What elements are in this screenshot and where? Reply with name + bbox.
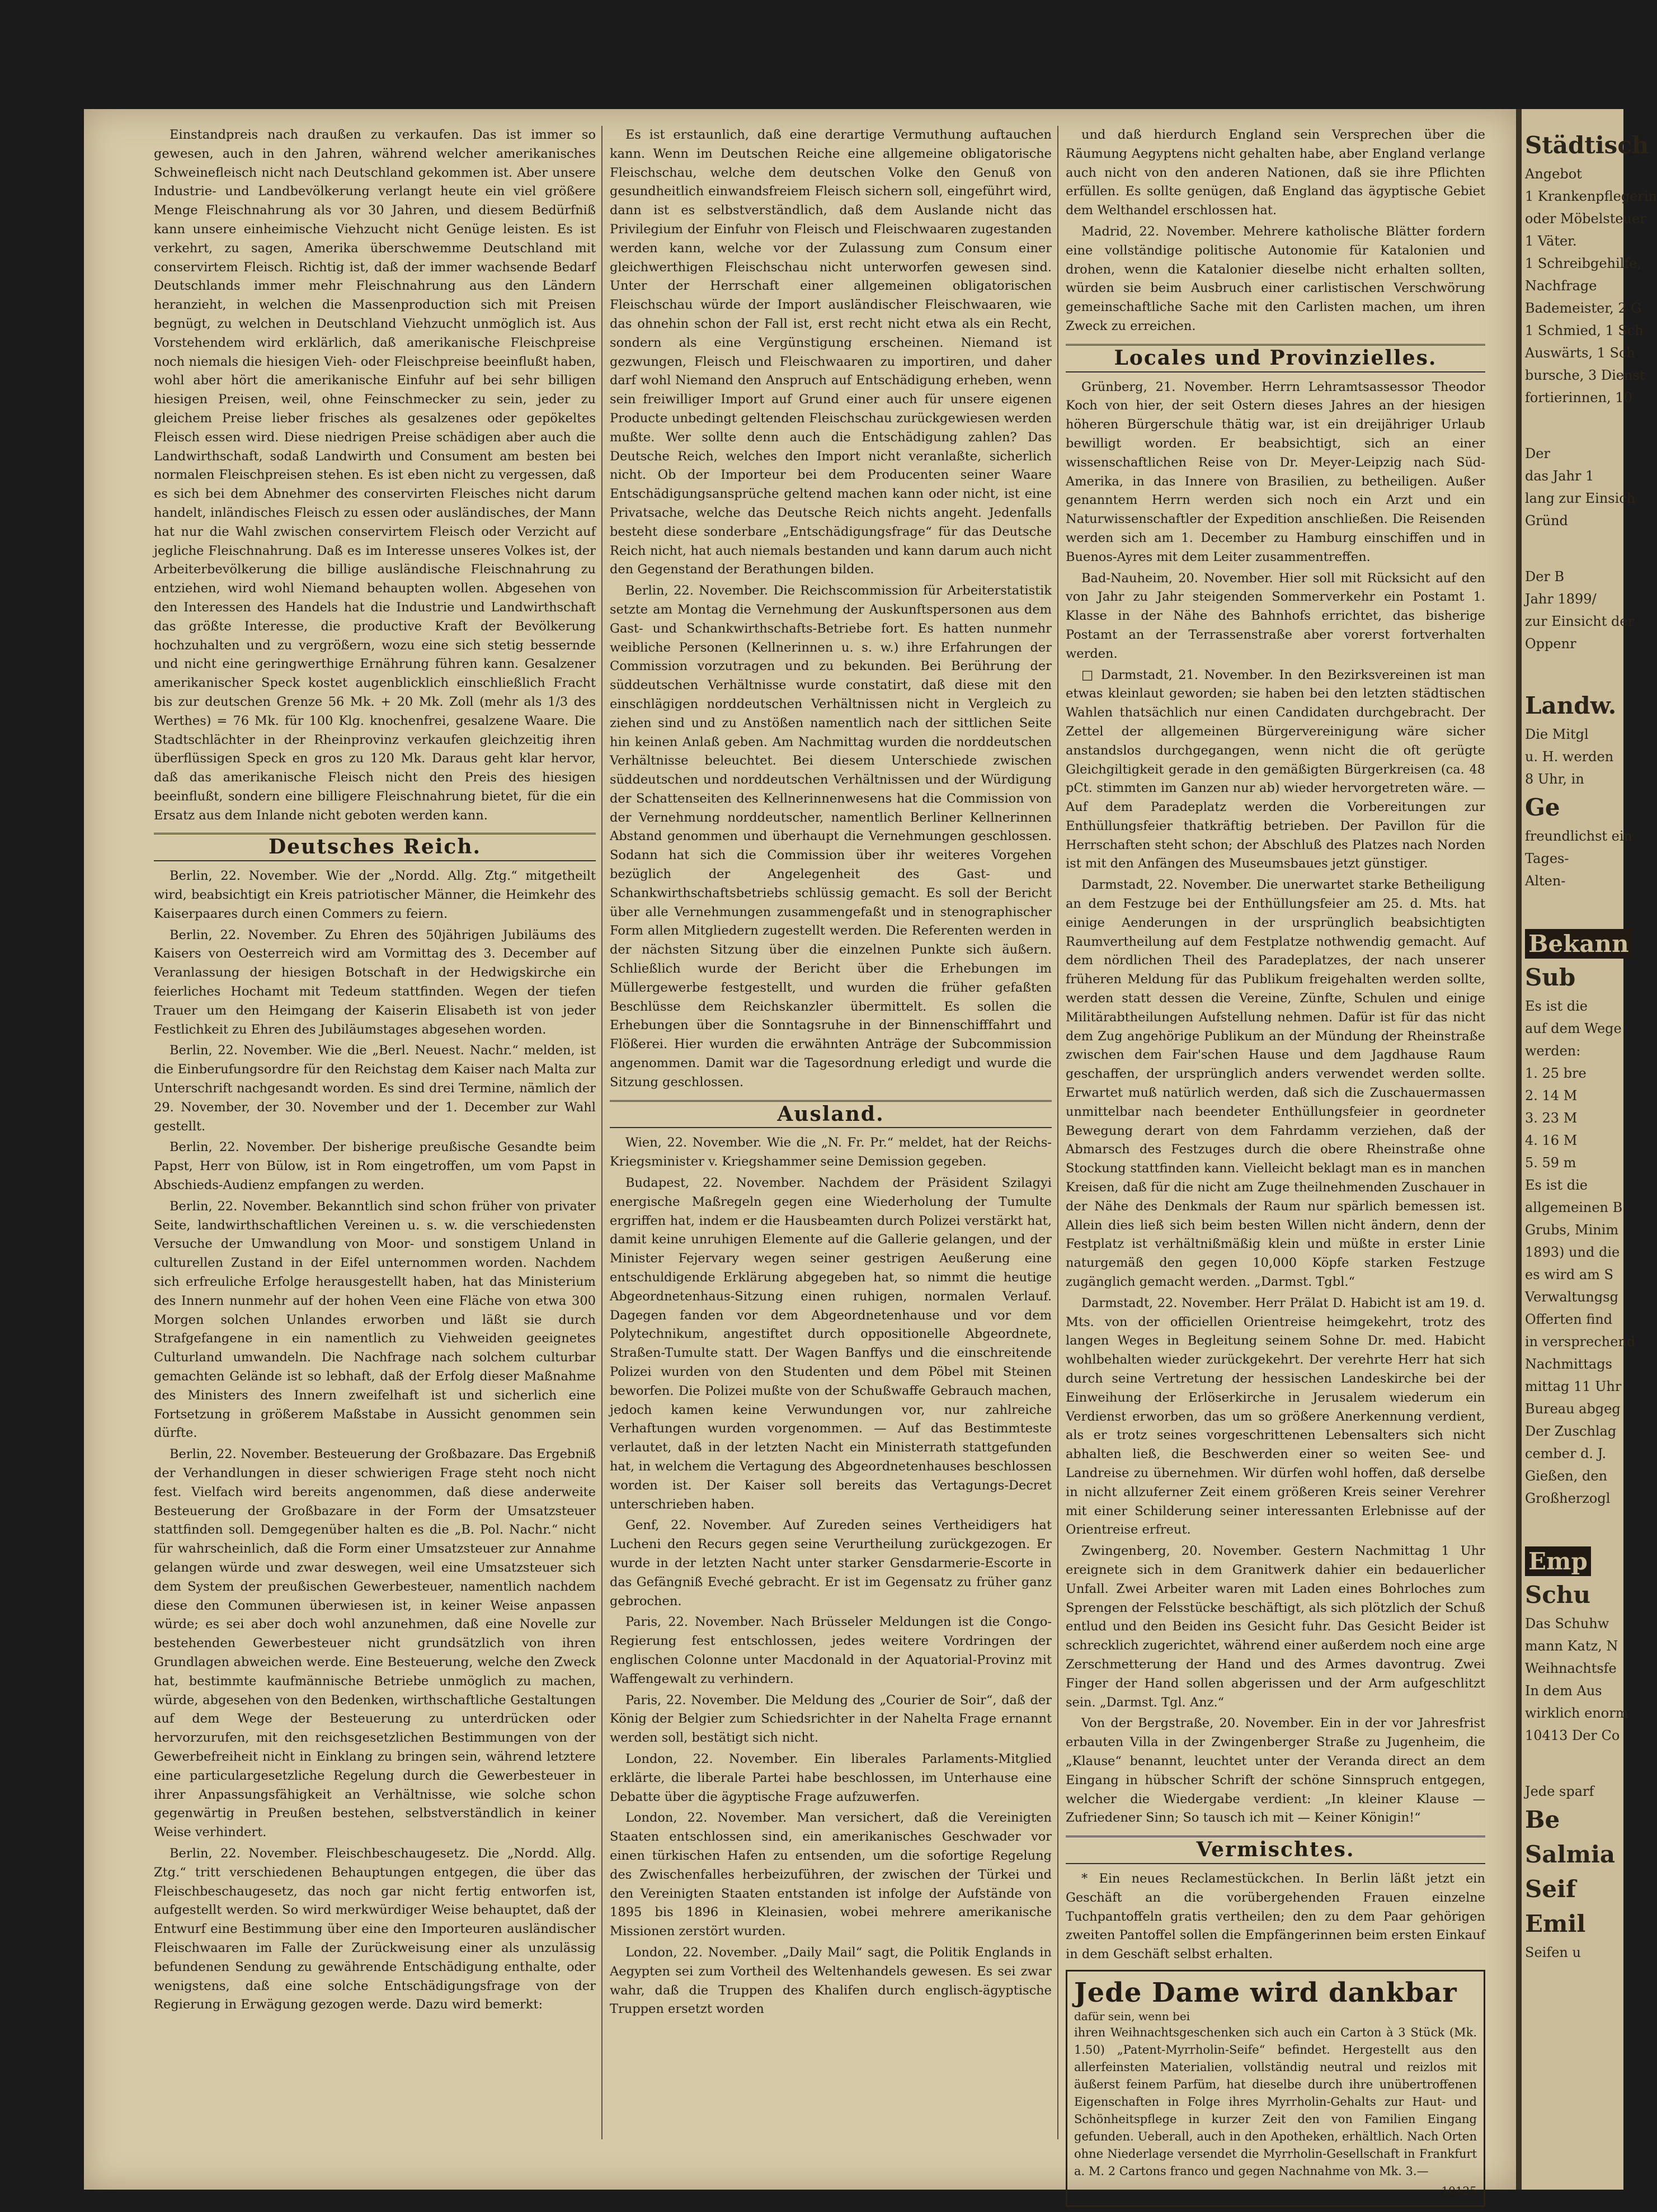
adjacent-page-snippet: 1893) und die xyxy=(1525,1244,1620,1260)
adjacent-page-snippet: Emp xyxy=(1525,1546,1591,1576)
article-paragraph: und daß hierdurch England sein Versprechen über die Räumung Aegyptens nicht gehalten habe, aber England verlange auch nicht von den anderen Nationen, daß sie ihre Pflichten erfüllen. Es sollte genügen, daß England das ägyptische Gebiet dem Welthandel erschlossen hat. xyxy=(1066,128,1485,218)
adjacent-page-snippet: zur Einsicht der xyxy=(1525,614,1635,629)
newspaper-page xyxy=(84,109,1516,2197)
adjacent-page-snippet: Offerten find xyxy=(1525,1312,1613,1327)
adjacent-page-snippet: lang zur Einsich xyxy=(1525,490,1636,506)
article-paragraph: Berlin, 22. November. Besteuerung der Großbazare. Das Ergebniß der Verhandlungen in dieser schwierigen Frage steht noch nicht fest. Vielfach wird bereits angenommen, daß diese anderweite Besteuerung der Großbazare in der Form der Umsatzsteuer stattfinden soll. Demgegenüber halten es die „B. Pol. Nachr.“ nicht für wahrscheinlich, daß die Form einer Umsatzsteuer zur Annahme gelangen würde und zwar deswegen, weil eine Umsatzsteuer sich dem System der preußischen Gewerbesteuer, namentlich nachdem diese den Communen überwiesen ist, in keiner Weise anpassen würde; es sei aber doch wohl anzunehmen, daß eine Novelle zur bestehenden Gewerbesteuer nicht grundsätzlich von ihren Grundlagen abweichen werde. Eine Besteuerung, welche den Zweck hat, bestimmte kaufmännische Betriebe unmöglich zu machen, würde, abgesehen von den Bedenken, wirthschaftliche Gestaltungen auf dem Wege der Besteuerung zu unterdrücken oder hervorzurufen, mit den reichsgesetzlichen Bestimmungen von der Gewerbefreiheit nicht in Einklang zu bringen sein, während letztere eine particulargesetzliche Regelung durch die Gewerbesteuer in ihrer Anpassungsfähigkeit an Verhältnisse, wie solche schon gegenwärtig in Preußen bestehen, selbstverständlich in keiner Weise verhindert. xyxy=(154,1447,596,1840)
adjacent-page-snippet: werden: xyxy=(1525,1043,1581,1059)
article-paragraph: Darmstadt, 22. November. Herr Prälat D. Habicht ist am 19. d. Mts. von der officiellen Orientreise heimgekehrt, trotz des langen Weges in Begleitung seinem Sohne Dr. med. Habicht wohlbehalten wieder zurückgekehrt. Der verehrte Herr hat sich durch seine Vertretung der hessischen Landeskirche bei der Einweihung der Erlöserkirche in Jerusalem wiederum ein Verdienst erworben, das um so größere Anerkennung verdient, als er trotz seines vorgeschrittenen Lebensalters sich nicht abhalten ließ, die Beschwerden einer so weiten See- und Landreise zu übernehmen. Wir dürfen wohl hoffen, daß derselbe in nicht allzuferner Zeit einem größeren Kreis seiner Verehrer mit einer Schilderung seiner interessanten Erlebnisse auf der Orientreise erfreut. xyxy=(1066,1295,1485,1537)
adjacent-page-snippet: bursche, 3 Dienst xyxy=(1525,367,1645,383)
column-rule xyxy=(601,126,602,2139)
adjacent-page-snippet: wirklich enorm xyxy=(1525,1705,1628,1721)
ad-headline: Jede Dame wird dankbar xyxy=(1074,1977,1457,2008)
adjacent-page-snippet: 1 Väter. xyxy=(1525,233,1577,249)
adjacent-page-snippet: Jede sparf xyxy=(1525,1784,1594,1799)
adjacent-page-snippet: fortierinnen, 10 xyxy=(1525,390,1632,405)
adjacent-page-snippet: cember d. J. xyxy=(1525,1446,1607,1461)
adjacent-page-snippet: in versprechend xyxy=(1525,1334,1636,1350)
adjacent-page-snippet: Großherzogl xyxy=(1525,1491,1611,1506)
adjacent-page-snippet: Es ist die xyxy=(1525,1177,1588,1193)
ad-aside: dafür sein, wenn bei xyxy=(1074,2009,1190,2023)
adjacent-page-snippet: Tages- xyxy=(1525,851,1569,866)
adjacent-page-snippet: Bademeister, 2 G xyxy=(1525,300,1642,316)
adjacent-page-snippet: Oppenr xyxy=(1525,636,1576,652)
article-paragraph: Genf, 22. November. Auf Zureden seines Vertheidigers hat Lucheni den Recurs gegen seine Verurtheilung zurückgezogen. Er wurde in der letzten Nacht unter starker Gensdarmerie-Escorte in das Gefängniß Eveché gebracht. Er ist im Gegensatz zu früher ganz gebrochen. xyxy=(610,1518,1052,1609)
article-paragraph: Einstandpreis nach draußen zu verkaufen. Das ist immer so gewesen, auch in den Jahren, während welcher amerikanisches Schweinefleisch nicht nach Deutschland gekommen ist. Aber unsere Industrie- und Landbevölkerung verlangt heute ein viel größere Menge Fleischnahrung als vor 30 Jahren, und diesem Bedürfniß kann unsere einheimische Viehzucht nicht Genüge leisten. Es ist verkehrt, zu sagen, Amerika überschwemme Deutschland mit conservirtem Fleisch. Richtig ist, daß der immer wachsende Bedarf Deutschlands immer mehr Fleischnahrung aus den Ländern heranzieht, in welchen die Massenproduction sich mit Preisen begnügt, zu welchen in Deutschland Viehzucht unmöglich ist. Aus Vorstehendem wird erklärlich, daß amerikanische Fleischpreise noch niemals die hiesigen Vieh- oder Fleischpreise beeinflußt haben, wohl aber hört die amerikanische Einfuhr auf bei sehr billigen hiesigen Preisen, weil, ohne Feinschmecker zu sein, jeder zu gleichem Preise lieber frisches als gesalzenes oder gepökeltes Fleisch essen wird. Diese niedrigen Preise schädigen aber auch die Landwirthschaft, sodaß Landwirth und Consument am besten bei normalen Fleischpreisen stehen. Es ist eben nicht zu vergessen, daß es sich bei dem Abnehmer des conservirten Fleisches nicht darum handelt, inländisches Fleisch zu essen oder ausländisches, der Mann hat nur die Wahl zwischen conservirtem Fleisch oder Verzicht auf jegliche Fleischnahrung. Daß es im Interesse unseres Volkes ist, der Arbeiterbevölkerung die billige ausländische Fleischnahrung zu entziehen, wird wohl Niemand behaupten wollen. Abgesehen von den Interessen des Handels hat die Industrie und Landwirthschaft das größte Interesse, die productive Kraft der Bevölkerung hochzuhalten und zu vergrößern, wozu eine sich stetig bessernde und nicht eine geringwerthige Ernährung führen kann. Gesalzener amerikanischer Speck kostet augenblicklich einschließlich Fracht bis zur deutschen Grenze 56 Mk. + 20 Mk. Zoll (mehr als 1/3 des Werthes) = 76 Mk. für 100 Klg. knochenfrei, gesalzene Waare. Die Stadtschlächter in der Rheinprovinz verkaufen gleichzeitig ihren überflüssigen Speck en gros zu 120 Mk. Daraus geht klar hervor, daß das amerikanische Fleisch nicht den Preis des hiesigen beeinflußt, sondern eine billigere Fleischnahrung bietet, für die ein Ersatz aus dem Inlande nicht geboten werden kann. xyxy=(154,128,596,823)
adjacent-page-snippet: Nachmittags xyxy=(1525,1356,1612,1372)
adjacent-page-snippet: freundlichst ein xyxy=(1525,828,1633,844)
adjacent-page-snippet: Schu xyxy=(1525,1581,1590,1609)
article-paragraph: □ Darmstadt, 21. November. In den Bezirksvereinen ist man etwas kleinlaut geworden; sie haben bei den letzten städtischen Wahlen thatsächlich nur einen Candidaten durchgebracht. Der Zettel der allgemeinen Bürgervereinigung wäre sicher anstandslos durchgegangen, wenn nicht die oft gerügte Gleichgiltigkeit gerade in den gemäßigten Bürgerkreisen (ca. 48 pCt. stimmten im Ganzen nur ab) wieder hervorgetreten wäre. — Auf dem Paradeplatz werden die Vorbereitungen zur Enthüllungsfeier thatkräftig betrieben. Der Pavillon für die Herrschaften steht schon; der Abschluß des Platzes nach Norden ist mit den Anfängen des Museumsbaues jetzt günstiger. xyxy=(1066,667,1485,871)
adjacent-page-snippet: Verwaltungsg xyxy=(1525,1289,1618,1305)
adjacent-page-snippet: 1 Schreibgehilfe, xyxy=(1525,256,1642,271)
column-2 xyxy=(610,126,1052,2021)
adjacent-page-snippet: 1. 25 bre xyxy=(1525,1065,1587,1081)
article-paragraph: Grünberg, 21. November. Herrn Lehramtsassessor Theodor Koch von hier, der seit Ostern dieses Jahres an der hiesigen höheren Bürgerschule thätig war, ist ein dreijähriger Urlaub bewilligt worden. Er beabsichtigt, sich an einer wissenschaftlichen Reise von Dr. Meyer-Leipzig nach Süd-Amerika, in das Innere von Brasilien, zu betheiligen. Außer genanntem Herrn werden sich noch ein Arzt und ein Naturwissenschaftler der Expedition anschließen. Die Reisenden werden sich am 1. December zu Hamburg einschiffen und in Buenos-Ayres mit dem Leiter zusammentreffen. xyxy=(1066,379,1485,564)
adjacent-page-snippet: oder Möbelsteuer xyxy=(1525,211,1646,227)
adjacent-page-snippet: Jahr 1899/ xyxy=(1525,591,1597,607)
article-paragraph: Darmstadt, 22. November. Die unerwartet starke Betheiligung an dem Festzuge bei der Enthüllungsfeier am 25. d. Mts. hat einige Aenderungen in der ursprünglich beabsichtigten Raumvertheilung auf dem Festplatze nothwendig gemacht. Auf dem nördlichen Theil des Paradeplatzes, der nach unserer früheren Meldung für das Publikum freigehalten werden sollte, werden statt dessen die Vereine, Zünfte, Schulen und einige Militärabtheilungen Aufstellung nehmen. Dafür ist für das nicht dem Zug angehörige Publikum an der Mündung der Rheinstraße zwischen dem Fair'schen Hause und dem Jagdhause Raum geschaffen, der ursprünglich anders verwendet werden sollte. Erwartet muß natürlich werden, daß sich die Zuschauermassen unmittelbar nach beendeter Enthüllungsfeier in geordneter Bewegung derart von dem Fahrdamm verziehen, daß der Abmarsch des Festzuges durch die obere Rheinstraße ohne Stockung stattfinden kann. Vielleicht beklagt man es in manchen Kreisen, daß für die nicht am Zuge theilnehmenden Zuschauer in der Nähe des Denkmals der Raum nur spärlich bemessen ist. Allein dies ließ sich beim besten Willen nicht ändern, denn der Festplatz ist verhältnißmäßig klein und müßte in erster Linie naturgemäß den gegen 10,000 Köpfe starken Festzuge zugänglich gemacht werden. „Darmst. Tgbl.“ xyxy=(1066,878,1485,1290)
column-1 xyxy=(154,126,596,2017)
adjacent-page-fragment xyxy=(1522,109,1657,2190)
adjacent-page-snippet: Salmia xyxy=(1525,1841,1616,1868)
article-paragraph: Berlin, 22. November. Fleischbeschaugesetz. Die „Nordd. Allg. Ztg.“ tritt verschiedenen Behauptungen entgegen, die über das Fleischbeschaugesetz, das noch gar nicht fertig entworfen ist, aufgestellt werden. So wird merkwürdiger Weise behauptet, daß der Entwurf eine Bestimmung über eine den Importeuren ausländischer Fleischwaaren im Falle der Zurückweisung einer als unzulässig befundenen Sendung zu gewährende Entschädigung enthalte, oder wenigstens, daß eine solche Entschädigungsfrage von der Regierung in Erwägung gezogen werde. Dazu wird bemerkt: xyxy=(154,1846,596,2012)
article-paragraph: London, 22. November. „Daily Mail“ sagt, die Politik Englands in Aegypten sei zum Vortheil des Weltenhandels gewesen. Es sei zwar wahr, daß die Truppen des Khalifen durch englisch-ägyptische Truppen ersetzt worden xyxy=(610,1945,1052,2017)
article-paragraph: Berlin, 22. November. Die Reichscommission für Arbeiterstatistik setzte am Montag die Vernehmung der Auskunftspersonen aus dem Gast- und Schankwirthschafts-Betriebe fort. Es hatten nunmehr weibliche Personen (Kellnerinnen u. s. w.) ihre Erfahrungen der Commission vorzutragen und zu bekunden. Bei Berührung der süddeutschen Verhältnisse wurde constatirt, daß diese mit den einschlägigen norddeutschen Verhältnissen nicht in Vergleich zu ziehen sind und zu Anstößen namentlich nach der sittlichen Seite hin keinen Anlaß geben. Am Nachmittag wurden die norddeutschen Verhältnisse beleuchtet. Bei diesem Unterschiede zwischen süddeutschen und norddeutschen Verhältnissen und der Würdigung der Schattenseiten des Kellnerinnenwesens hat die Commission von der Vernehmung norddeutscher, namentlich Berliner Kellnerinnen Abstand genommen und überhaupt die Vernehmungen geschlossen. Sodann hat sich die Commission über ihr weiteres Vorgehen bezüglich der Angelegenheit des Gast- und Schankwirthschaftsbetriebs schlüssig gemacht. Es soll der Bericht über alle Vernehmungen zusammengefaßt und in stenographischer Form allen Mitgliedern zugestellt werden. Die Referenten werden in der nächsten Sitzung über die einzelnen Punkte sich äußern. Schließlich wurde der Bericht über die Erhebungen im Müllergewerbe festgestellt, und wurden die früher gefaßten Beschlüsse dem Reichskanzler übermittelt. Es sollen die Erhebungen über die Sonntagsruhe in der Binnenschifffahrt und Flößerei. Hier wurden die erwähnten Anträge der Subcommission angenommen. Damit war die Tagesordnung erledigt und wurde die Sitzung geschlossen. xyxy=(610,583,1052,1090)
adjacent-page-snippet: Bekann xyxy=(1525,929,1632,959)
adjacent-page-snippet: u. H. werden xyxy=(1525,749,1614,765)
article-paragraph: Es ist erstaunlich, daß eine derartige Vermuthung auftauchen kann. Wenn im Deutschen Reiche eine allgemeine obligatorische Fleischschau, welche dem deutschen Volke den Genuß von gesundheitlich einwandsfreiem Fleisch sichern soll, eingeführt wird, dann ist es selbstverständlich, daß dem Auslande nicht das Privilegium der Einfuhr von Fleisch und Fleischwaaren zugestanden werden kann, welche vor der Zulassung zum Consum einer gleichwerthigen Fleischschau nicht unterworfen gewesen sind. Unter der Herrschaft einer allgemeinen obligatorischen Fleischschau würde der Import ausländischer Fleischwaaren, wie das ohnehin schon der Fall ist, erst recht nicht etwa als ein Recht, sondern als eine Vergünstigung erscheinen. Niemand ist gezwungen, Fleisch und Fleischwaaren zu importiren, und daher darf wohl Niemand den Anspruch auf Entschädigung erheben, wenn sein freiwilliger Import auf Grund einer auch für unsere eigenen Producte unbedingt geltenden Fleischschau zurückgewiesen werden mußte. Wer sollte denn auch die Entschädigung zahlen? Das Deutsche Reich, welches den Import nicht veranlaßte, sicherlich nicht. Ob der Importeur bei dem Producenten seiner Waare Entschädigungsansprüche geltend machen kann oder nicht, ist eine Privatsache, welche das Deutsche Reich nichts angeht. Jedenfalls besteht diese sonderbare „Entschädigungsfrage“ für das Deutsche Reich nicht, hat auch niemals bestanden und kann darum auch nicht den Gegenstand der Berathungen bilden. xyxy=(610,128,1052,577)
article-paragraph: Bad-Nauheim, 20. November. Hier soll mit Rücksicht auf den von Jahr zu Jahr steigenden Sommerverkehr ein Postamt 1. Klasse in der Nähe des Bahnhofs errichtet, das bisherige Postamt an der Terrassenstraße aber vorerst fortverhalten werden. xyxy=(1066,570,1485,661)
section-heading: Ausland. xyxy=(610,1100,1052,1129)
adjacent-page-snippet: Seif xyxy=(1525,1875,1576,1903)
article-paragraph: * Ein neues Reclamestückchen. In Berlin läßt jetzt ein Geschäft an die vorübergehenden Frauen einzelne Tuchpantoffeln gratis vertheilen; den zu dem Paar gehörigen zweiten Pantoffel sollen die Empfängerinnen beim ersten Einkauf in dem Geschäft selbst erhalten. xyxy=(1066,1871,1485,1962)
adjacent-page-snippet: Landw. xyxy=(1525,692,1617,719)
adjacent-page-snippet: auf dem Wege xyxy=(1525,1021,1622,1036)
adjacent-page-snippet: 8 Uhr, in xyxy=(1525,771,1584,787)
adjacent-page-snippet: Ge xyxy=(1525,794,1560,821)
adjacent-page-snippet: 5. 59 m xyxy=(1525,1155,1576,1171)
section-heading: Locales und Provinzielles. xyxy=(1066,344,1485,372)
adjacent-page-snippet: Be xyxy=(1525,1806,1560,1833)
article-paragraph: London, 22. November. Man versichert, daß die Vereinigten Staaten entschlossen sind, ein amerikanisches Geschwader vor einen türkischen Hafen zu entsenden, um die sofortige Regelung des Zwischenfalles herbeizuführen, der zwischen der Türkei und den Vereinigten Staaten entstanden ist infolge der Aufstände von 1895 bis 1896 in Kleinasien, wobei mehrere amerikanische Missionen zerstört wurden. xyxy=(610,1810,1052,1939)
adjacent-page-snippet: Sub xyxy=(1525,964,1576,991)
adjacent-page-snippet: 1 Schmied, 1 Sch xyxy=(1525,323,1644,338)
ad-text: ihren Weihnachtsgeschenken sich auch ein Carton à 3 Stück (Mk. 1.50) „Patent-Myrrholin-Seife“ befindet. Hergestellt aus den allerfeinsten Materialien, vollständig neutral und reizlos mit äußerst feinem Parfüm, hat dieselbe durch ihre unübertroffenen Eigenschaften in Folge ihres Myrrholin-Gehalts zur Haut- und Schönheitspflege in kurzer Zeit den von Familien Eingang gefunden. Ueberall, auch in den Apotheken, erhältlich. Nach Orten ohne Niederlage versendet die Myrrholin-Gesellschaft in Frankfurt a. M. 2 Cartons franco und gegen Nachnahme von Mk. 3.— xyxy=(1074,2025,1477,2178)
article-paragraph: London, 22. November. Ein liberales Parlaments-Mitglied erklärte, die liberale Partei habe beschlossen, im Unterhause eine Debatte über die ägyptische Frage aufzuwerfen. xyxy=(610,1751,1052,1804)
adjacent-page-snippet: Grubs, Minim xyxy=(1525,1222,1619,1238)
adjacent-page-snippet: 3. 23 M xyxy=(1525,1110,1578,1126)
adjacent-page-snippet: Die Mitgl xyxy=(1525,727,1589,742)
adjacent-page-snippet: Bureau abgeg xyxy=(1525,1401,1621,1417)
article-paragraph: Paris, 22. November. Nach Brüsseler Meldungen ist die Congo-Regierung fest entschlossen, jedes weitere Vordringen der englischen Colonne unter Macdonald in der Aquatorial-Provinz mit Waffengewalt zu verhindern. xyxy=(610,1615,1052,1686)
page-number: 10125 xyxy=(1441,2183,1477,2197)
adjacent-page-snippet: allgemeinen B xyxy=(1525,1200,1623,1215)
adjacent-page-snippet: das Jahr 1 xyxy=(1525,468,1594,484)
article-paragraph: Paris, 22. November. Die Meldung des „Courier de Soir“, daß der König der Belgier zum Schiedsrichter in der Nahelta Frage ernannt werden soll, bestätigt sich nicht. xyxy=(610,1692,1052,1746)
adjacent-page-snippet: Auswärts, 1 Sch xyxy=(1525,345,1635,361)
column-rule xyxy=(1057,126,1058,2139)
article-paragraph: Berlin, 22. November. Der bisherige preußische Gesandte beim Papst, Herr von Bülow, ist in Rom eingetroffen, um vom Papst in Abschieds-Audienz empfangen zu werden. xyxy=(154,1140,596,1193)
section-heading: Vermischtes. xyxy=(1066,1836,1485,1864)
adjacent-page-snippet: 1 Krankenpflegerin xyxy=(1525,188,1657,204)
article-paragraph: Berlin, 22. November. Wie die „Berl. Neuest. Nachr.“ melden, ist die Einberufungsordre für den Reichstag dem Kaiser nach Malta zur Unterschrift nachgesandt worden. Es sind drei Termine, nämlich der 29. November, der 30. November und der 1. December zur Wahl gestellt. xyxy=(154,1043,596,1134)
adjacent-page-snippet: Das Schuhw xyxy=(1525,1616,1609,1631)
article-paragraph: Berlin, 22. November. Wie der „Nordd. Allg. Ztg.“ mitgetheilt wird, beabsichtigt ein Kreis patriotischer Männer, die Heimkehr des Kaiserpaares durch einen Commers zu feiern. xyxy=(154,869,596,921)
adjacent-page-snippet: 4. 16 M xyxy=(1525,1133,1578,1148)
adjacent-page-snippet: Emil xyxy=(1525,1910,1586,1937)
adjacent-page-snippet: mann Katz, N xyxy=(1525,1638,1618,1654)
article-paragraph: Wien, 22. November. Wie die „N. Fr. Pr.“ meldet, hat der Reichs-Kriegsminister v. Kriegshammer seine Demission gegeben. xyxy=(610,1135,1052,1169)
adjacent-page-snippet: es wird am S xyxy=(1525,1267,1613,1282)
adjacent-page-snippet: In dem Aus xyxy=(1525,1683,1602,1699)
adjacent-page-snippet: Gießen, den xyxy=(1525,1468,1608,1484)
section-heading: Deutsches Reich. xyxy=(154,833,596,861)
adjacent-page-snippet: Der xyxy=(1525,446,1550,461)
adjacent-page-snippet: Städtisch xyxy=(1525,131,1649,159)
article-paragraph: Zwingenberg, 20. November. Gestern Nachmittag 1 Uhr ereignete sich in dem Granitwerk dahier ein bedauerlicher Unfall. Zwei Arbeiter waren mit Laden eines Bohrloches zum Sprengen der Felsstücke beschäftigt, als sich plötzlich der Schuß entlud und den Beiden ins Gesicht fuhr. Das Gesicht Beider ist schrecklich zugerichtet, während einer außerdem noch eine arge Zerschmetterung der Hand und des Armes davontrug. Zwei Finger der Hand sollen abgerissen und der Arm aufgeschlitzt sein. „Darmst. Tgl. Anz.“ xyxy=(1066,1544,1485,1710)
article-paragraph: Von der Bergstraße, 20. November. Ein in der vor Jahresfrist erbauten Villa in der Zwingenberger Straße zu Jugenheim, die „Klause“ benannt, leuchtet unter der Veranda direct an dem Eingang in hübscher Schrift der schöne Sinnspruch entgegen, welcher die Wiedergabe verdient: „In kleiner Klause — Zufriedener Sinn; So tausch ich mit — Keiner Königin!“ xyxy=(1066,1716,1485,1826)
article-paragraph: Berlin, 22. November. Zu Ehren des 50jährigen Jubiläums des Kaisers von Oesterreich wird am Vormittag des 3. December auf Veranlassung der hiesigen Botschaft in der Hedwigskirche ein feierliches Hochamt mit Tedeum stattfinden. Wegen der tiefen Trauer um den Heimgang der Kaiserin Elisabeth ist von jeder Festlichkeit zu Ehren des Jubiläumstages abgesehen worden. xyxy=(154,927,596,1037)
article-paragraph: Berlin, 22. November. Bekanntlich sind schon früher von privater Seite, landwirthschaftlichen Vereinen u. s. w. die verschiedensten Versuche der Umwandlung von Moor- und sonstigem Unland in culturellen Zustand in der Eifel unternommen worden. Nachdem sich erfreuliche Erfolge herausgestellt haben, hat das Ministerium des Innern nunmehr auf der hohen Veen eine Fläche von etwa 300 Morgen solchen Unlandes erworben und läßt sie durch Strafgefangene in ein namentlich zu Viehweiden geeignetes Culturland umwandeln. Die Nachfrage nach solchem culturbar gemachten Gelände ist so lebhaft, daß der Erfolg dieser Maßnahme des Ministers des Innern zweifelhaft ist und sicherlich eine Fortsetzung in größerem Maßstabe in Aussicht genommen sein dürfte. xyxy=(154,1199,596,1441)
adjacent-page-snippet: 2. 14 M xyxy=(1525,1088,1578,1103)
adjacent-page-snippet: Gründ xyxy=(1525,513,1568,529)
adjacent-page-snippet: Seifen u xyxy=(1525,1945,1581,1960)
adjacent-page-snippet: Es ist die xyxy=(1525,998,1588,1014)
article-paragraph: Madrid, 22. November. Mehrere katholische Blätter fordern eine vollständige politische Autonomie für Katalonien und drohen, wenn die Katalonier dieselbe nicht erhalten sollten, würden sie beim Ausbruch einer carlistischen Verschwörung gemeinschaftliche Sache mit den Carlisten machen, um ihren Zweck zu erreichen. xyxy=(1066,224,1485,333)
adjacent-page-snippet: 10413 Der Co xyxy=(1525,1728,1620,1743)
adjacent-page-snippet: Nachfrage xyxy=(1525,278,1597,294)
adjacent-page-snippet: Weihnachtsfe xyxy=(1525,1661,1617,1676)
adjacent-page-snippet: Angebot xyxy=(1525,166,1582,182)
advertisement xyxy=(1066,1970,1485,2207)
adjacent-page-snippet: Alten- xyxy=(1525,873,1566,889)
article-paragraph: Budapest, 22. November. Nachdem der Präsident Szilagyi energische Maßregeln gegen eine Wiederholung der Tumulte ergriffen hat, indem er die Hausbeamten durch Polizei verstärkt hat, damit keine unruhigen Elemente auf die Gallerie gelangen, und der Minister Fejervary wegen seiner gestrigen Aeußerung eine entschuldigende Erklärung abgegeben hat, so nimmt die heutige Abgeordnetenhaus-Sitzung einen ruhigen, normalen Verlauf. Dagegen fanden vor dem Abgeordnetenhause und vor dem Polytechnikum, angestiftet durch oppositionelle Abgeordnete, Straßen-Tumulte statt. Der Wagen Banffys und die einschreitende Polizei wurden von den Studenten und dem Pöbel mit Steinen beworfen. Die Polizei mußte von der Schußwaffe Gebrauch machen, jedoch kamen keine Verwundungen vor, nur zahlreiche Verhaftungen wurden vorgenommen. — Auf das Bestimmteste verlautet, daß in der letzten Nacht ein Ministerrath stattgefunden hat, in welchem die Vertagung des Abgeordnetenhauses beschlossen worden ist. Der Kaiser soll bereits das Vertagungs-Decret unterschrieben haben. xyxy=(610,1176,1052,1512)
adjacent-page-snippet: mittag 11 Uhr xyxy=(1525,1379,1622,1394)
adjacent-page-snippet: Der Zuschlag xyxy=(1525,1423,1617,1439)
binding-shadow xyxy=(1516,109,1522,2190)
adjacent-page-snippet: Der B xyxy=(1525,569,1565,584)
column-3 xyxy=(1066,126,1485,2207)
